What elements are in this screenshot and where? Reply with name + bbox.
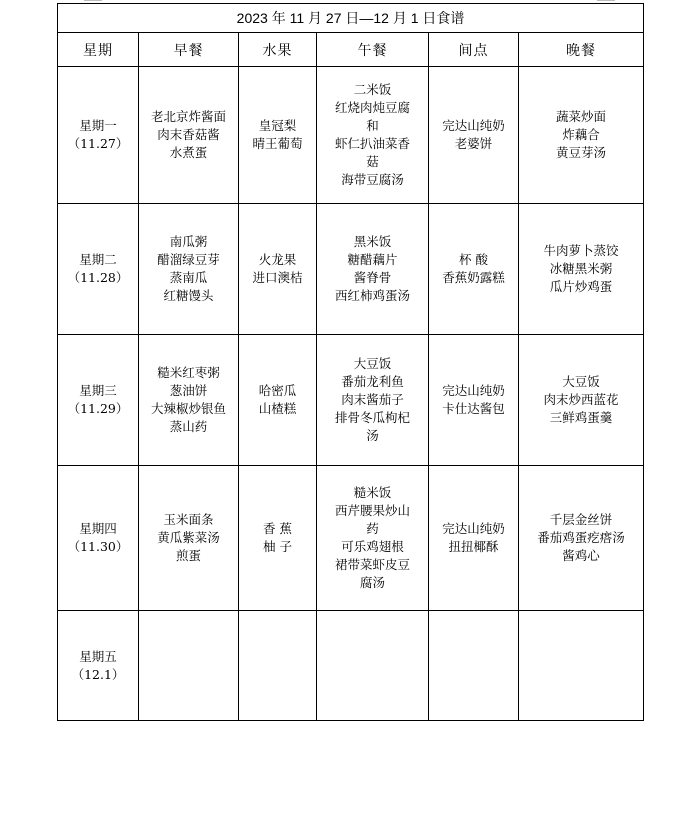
lunch-cell bbox=[317, 335, 429, 466]
dish-item: 大辣椒炒银鱼 bbox=[150, 401, 226, 416]
dish-item: 卡仕达酱包 bbox=[442, 401, 505, 416]
dish-item: 蒸南瓜 bbox=[169, 270, 208, 285]
fruit-cell bbox=[239, 204, 317, 335]
dish-item: 晴王葡萄 bbox=[252, 136, 303, 151]
day-row bbox=[58, 335, 644, 466]
title-row bbox=[58, 4, 644, 33]
dish-item: 千层金丝饼 bbox=[549, 512, 613, 527]
dish-item: 柚 子 bbox=[263, 539, 292, 554]
dish-item: 糖醋藕片 bbox=[347, 252, 398, 267]
dish-item: 进口澳桔 bbox=[252, 270, 303, 285]
date-label: （11.30） bbox=[67, 539, 129, 554]
dish-item: 玉米面条 bbox=[163, 512, 214, 527]
day-label-cell bbox=[58, 67, 139, 204]
breakfast-cell bbox=[139, 204, 239, 335]
dish-item: 裙带菜虾皮豆 bbox=[334, 557, 410, 572]
dish-item: 葱油饼 bbox=[169, 383, 208, 398]
dish-item: 南瓜粥 bbox=[169, 234, 208, 249]
date-label: （11.29） bbox=[67, 401, 129, 416]
header-dinner: 晚餐 bbox=[519, 33, 644, 67]
dish-item: 红糖馒头 bbox=[163, 288, 214, 303]
breakfast-cell bbox=[139, 466, 239, 611]
dish-item: 酱鸡心 bbox=[562, 548, 600, 563]
dish-item: 番茄龙利鱼 bbox=[341, 374, 404, 389]
dish-item: 老北京炸酱面 bbox=[150, 109, 226, 124]
dish-item: 牛肉萝卜蒸饺 bbox=[543, 243, 619, 258]
lunch-cell bbox=[317, 466, 429, 611]
dish-item: 可乐鸡翅根 bbox=[341, 539, 404, 554]
day-row bbox=[58, 466, 644, 611]
dish-item: 煎蛋 bbox=[175, 548, 201, 563]
dish-item: 火龙果 bbox=[258, 252, 297, 267]
dish-item: 炸藕合 bbox=[562, 127, 600, 142]
dish-item: 香蕉奶露糕 bbox=[442, 270, 505, 285]
dinner-cell bbox=[519, 67, 644, 204]
snack-cell bbox=[429, 611, 519, 721]
weekly-menu-table bbox=[57, 3, 644, 721]
dish-item: 汤 bbox=[366, 428, 379, 443]
dish-item: 完达山纯奶 bbox=[442, 383, 505, 398]
weekday-label: 星期三 bbox=[79, 383, 117, 398]
header-row bbox=[58, 33, 644, 67]
dish-item: 三鲜鸡蛋羹 bbox=[549, 410, 613, 425]
dish-item: 冰糖黑米粥 bbox=[549, 261, 613, 276]
dish-item: 香 蕉 bbox=[263, 521, 292, 536]
dish-item: 瓜片炒鸡蛋 bbox=[549, 279, 613, 294]
date-label: （12.1） bbox=[71, 666, 125, 682]
dish-item: 酱脊骨 bbox=[353, 270, 392, 285]
fruit-cell bbox=[239, 67, 317, 204]
weekday-label: 星期四 bbox=[79, 521, 117, 536]
dish-item: 药 bbox=[366, 521, 379, 536]
menu-title: 2023 年 11 月 27 日—12 月 1 日食谱 bbox=[58, 4, 644, 33]
dish-item: 二米饭 bbox=[353, 82, 392, 97]
dish-item: 皇冠梨 bbox=[258, 118, 297, 133]
dish-item: 大豆饭 bbox=[562, 374, 600, 389]
dinner-cell bbox=[519, 611, 644, 721]
dish-item: 糙米红枣粥 bbox=[157, 365, 220, 380]
breakfast-cell bbox=[139, 611, 239, 721]
dish-item: 大豆饭 bbox=[353, 356, 392, 371]
weekday-label: 星期二 bbox=[79, 252, 117, 267]
dish-item: 山楂糕 bbox=[258, 401, 297, 416]
weekday-label: 星期一 bbox=[79, 118, 117, 133]
fruit-cell bbox=[239, 466, 317, 611]
dish-item: 糙米饭 bbox=[353, 485, 392, 500]
dish-item: 和 bbox=[366, 118, 379, 133]
day-row bbox=[58, 611, 644, 721]
header-fruit: 水果 bbox=[239, 33, 317, 67]
day-label-cell bbox=[58, 335, 139, 466]
fruit-cell bbox=[239, 611, 317, 721]
dish-item: 蒸山药 bbox=[169, 419, 208, 434]
day-label-cell bbox=[58, 466, 139, 611]
dish-item: 菇 bbox=[366, 154, 379, 169]
dish-item: 虾仁扒油菜香 bbox=[334, 136, 410, 151]
lunch-cell bbox=[317, 204, 429, 335]
dish-item: 黄瓜紫菜汤 bbox=[157, 530, 220, 545]
snack-cell bbox=[429, 335, 519, 466]
snack-cell bbox=[429, 204, 519, 335]
snack-cell bbox=[429, 466, 519, 611]
weekday-label: 星期五 bbox=[79, 648, 117, 664]
date-label: （11.28） bbox=[67, 270, 129, 285]
header-breakfast: 早餐 bbox=[139, 33, 239, 67]
dish-item: 黑米饭 bbox=[353, 234, 392, 249]
dish-item: 肉末香菇酱 bbox=[157, 127, 220, 142]
dish-item: 蔬菜炒面 bbox=[556, 109, 607, 124]
day-label-cell bbox=[58, 204, 139, 335]
date-label: （11.27） bbox=[67, 136, 129, 151]
header-lunch: 午餐 bbox=[317, 33, 429, 67]
dish-item: 海带豆腐汤 bbox=[341, 172, 404, 187]
dish-item: 西芹腰果炒山 bbox=[334, 503, 410, 518]
lunch-cell bbox=[317, 67, 429, 204]
dish-item: 黄豆芽汤 bbox=[556, 145, 607, 160]
dish-item: 红烧肉炖豆腐 bbox=[334, 100, 410, 115]
breakfast-cell bbox=[139, 335, 239, 466]
dish-item: 番茄鸡蛋疙瘩汤 bbox=[537, 530, 625, 545]
dish-item: 老婆饼 bbox=[454, 136, 493, 151]
dish-item: 完达山纯奶 bbox=[442, 521, 505, 536]
day-row bbox=[58, 204, 644, 335]
lunch-cell bbox=[317, 611, 429, 721]
snack-cell bbox=[429, 67, 519, 204]
page-corner-mark-left bbox=[84, 0, 102, 1]
dish-item: 杯 酸 bbox=[459, 252, 488, 267]
dish-item: 哈密瓜 bbox=[258, 383, 297, 398]
day-label-cell bbox=[58, 611, 139, 721]
breakfast-cell bbox=[139, 67, 239, 204]
dish-item: 水煮蛋 bbox=[169, 145, 208, 160]
dish-item: 扭扭椰酥 bbox=[448, 539, 499, 554]
dish-item: 西红柿鸡蛋汤 bbox=[334, 288, 410, 303]
page-corner-mark-right bbox=[597, 0, 615, 1]
dish-item: 腐汤 bbox=[359, 575, 385, 590]
dish-item: 排骨冬瓜枸杞 bbox=[334, 410, 410, 425]
header-day: 星期 bbox=[58, 33, 139, 67]
dinner-cell bbox=[519, 204, 644, 335]
dish-item: 完达山纯奶 bbox=[442, 118, 505, 133]
header-snack: 间点 bbox=[429, 33, 519, 67]
day-row bbox=[58, 67, 644, 204]
dish-item: 肉末酱茄子 bbox=[341, 392, 404, 407]
dish-item: 醋溜绿豆芽 bbox=[157, 252, 220, 267]
dinner-cell bbox=[519, 466, 644, 611]
fruit-cell bbox=[239, 335, 317, 466]
dinner-cell bbox=[519, 335, 644, 466]
dish-item: 肉末炒西蓝花 bbox=[543, 392, 619, 407]
